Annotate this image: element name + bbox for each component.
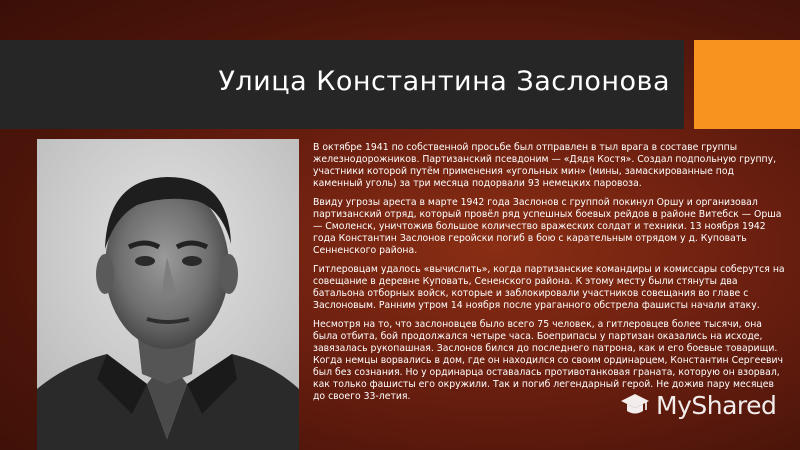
paragraph-1: В октябре 1941 по собственной просьбе был отправлен в тыл врага в составе группы железнодорожников. Партизанский псевдоним — «Дядя Костя». Создал подпольную группу, участники которой путём применения «угольных мин» (мины, замаскированные под каменный уголь) за три месяца подорвали 93 немецких паровоза. (313, 142, 777, 190)
portrait-photo-graphic (37, 139, 299, 450)
paragraph-3: Гитлеровцам удалось «вычислить», когда партизанские командиры и комиссары соберутся на совещание в деревне Куповать, Сененского района. К этому месту были стянуты два батальона отборных войск, которые и заблокировали участников совещания во главе с Заслоновым. Ранним утром 14 ноября после ураганного обстрела фашисты начали атаку. (313, 263, 785, 312)
body-text (313, 142, 785, 410)
slide-title: Улица Константина Заслонова (218, 66, 670, 97)
accent-block (694, 40, 800, 129)
paragraph-2: Ввиду угрозы ареста в марте 1942 года Заслонов с группой покинул Оршу и организовал партизанский отряд, который провёл ряд успешных боевых рейдов в районе Витебск — Орша — Смоленск, уничтожив большое количество вражеских солдат и техники. 13 ноября 1942 года Константин Заслонов геройски погиб в бою с карательным отрядом у д. Куповать Сенненского района. (313, 196, 782, 257)
mortarboard-icon (620, 390, 650, 420)
title-bar (0, 40, 684, 129)
watermark-text: MyShared (656, 390, 777, 420)
portrait-photo (37, 139, 299, 450)
paragraph-4: Несмотря на то, что заслоновцев было всего 75 человек, а гитлеровцев более тысячи, она была отбита, бой продолжался четыре часа. Боеприпасы у партизан оказались на исходе, завязалась рукопашная. Заслонов бился до последнего патрона, как и его боевые товарищи. Когда немцы ворвались в дом, где он находился со своим ординарцем, Константин Сергеевич был без сознания. Но у ординарца оставалась противотанковая граната, которую он взорвал, как только фашисты его окружили. Так и погиб легендарный герой. Не дожив пару месяцев до своего 33-летия. (313, 318, 784, 403)
watermark (620, 388, 776, 422)
